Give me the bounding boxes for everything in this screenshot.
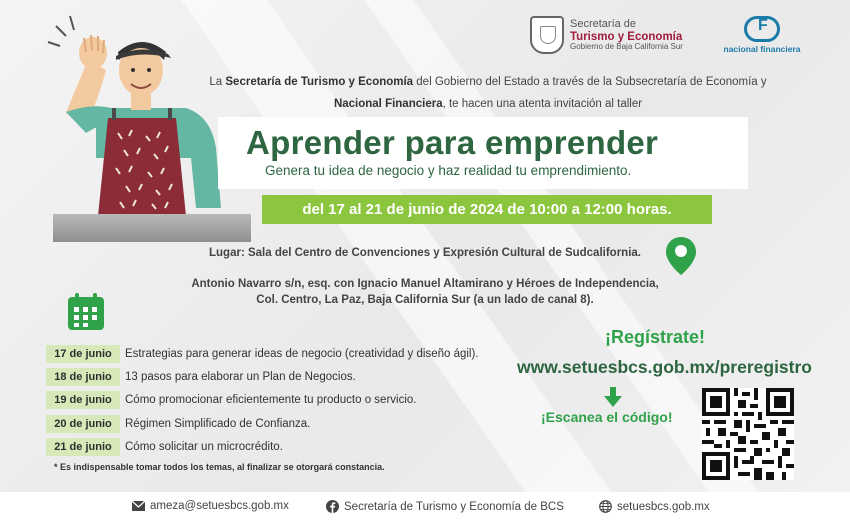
register-cta: ¡Regístrate! (605, 327, 706, 347)
footer-facebook[interactable] (326, 500, 564, 513)
schedule-topic: 13 pasos para elaborar un Plan de Negocios. (125, 371, 356, 384)
mail-icon (132, 501, 145, 511)
schedule-row (46, 365, 479, 388)
nafin-text: nacional financiera (723, 44, 801, 54)
secretaria-line3: Gobierno de Baja California Sur (570, 41, 683, 51)
footer-email[interactable] (132, 500, 289, 512)
location-venue: Lugar: Sala del Centro de Convenciones y Expresión Cultural de Sudcalifornia. (209, 247, 641, 259)
event-title: Aprender para emprender (246, 124, 659, 161)
scan-code-label: ¡Escanea el código! (541, 409, 673, 425)
schedule-date: 17 de junio (46, 345, 120, 363)
schedule-row (46, 342, 479, 365)
schedule-date: 21 de junio (46, 438, 120, 456)
footer-bar (0, 492, 850, 522)
bcs-shield-icon (530, 16, 564, 54)
schedule-date: 18 de junio (46, 368, 120, 386)
counter-illustration (53, 214, 251, 242)
footnote: * Es indispensable tomar todos los temas, al finalizar se otorgará constancia. (54, 462, 385, 472)
nafin-logo (712, 16, 812, 54)
calendar-icon (66, 292, 106, 332)
schedule-list (46, 342, 479, 459)
location-pin-icon (664, 235, 698, 277)
footer-email-text: ameza@setuesbcs.gob.mx (150, 500, 289, 512)
nafin-mark-icon (744, 16, 780, 42)
secretaria-line2: Turismo y Economía (570, 30, 683, 43)
qr-code[interactable] (702, 388, 794, 480)
worker-illustration (36, 8, 236, 223)
down-arrow-icon (604, 387, 622, 407)
schedule-date: 20 de junio (46, 415, 120, 433)
schedule-date: 19 de junio (46, 391, 120, 409)
globe-icon (599, 500, 612, 513)
footer-facebook-text: Secretaría de Turismo y Economía de BCS (344, 500, 564, 513)
schedule-topic: Cómo solicitar un microcrédito. (125, 441, 283, 454)
schedule-topic: Cómo promocionar eficientemente tu producto o servicio. (125, 394, 417, 407)
event-subtitle: Genera tu idea de negocio y haz realidad tu emprendimiento. (265, 163, 632, 178)
intro-text: La Secretaría de Turismo y Economía del Gobierno del Estado a través de la Subsecretaría de Economía y Nacional Financiera, te hacen una atenta invitación al taller (209, 76, 767, 110)
facebook-icon (326, 500, 339, 513)
location-address: Antonio Navarro s/n, esq. con Ignacio Manuel Altamirano y Héroes de Independencia, Col. Centro, La Paz, Baja California Sur (a un lado de canal 8). (191, 278, 659, 307)
register-url-link[interactable]: www.setuesbcs.gob.mx/preregistro (517, 357, 812, 377)
footer-website-text: setuesbcs.gob.mx (617, 500, 710, 513)
schedule-topic: Régimen Simplificado de Confianza. (125, 417, 311, 430)
schedule-topic: Estrategias para generar ideas de negocio (creatividad y diseño ágil). (125, 347, 479, 360)
secretaria-line1: Secretaría de (570, 18, 637, 30)
secretaria-logo (530, 16, 683, 54)
schedule-row (46, 412, 479, 435)
schedule-row (46, 436, 479, 459)
footer-website[interactable] (599, 500, 710, 513)
schedule-row (46, 389, 479, 412)
event-dates-banner: del 17 al 21 de junio de 2024 de 10:00 a 12:00 horas. (262, 195, 712, 224)
